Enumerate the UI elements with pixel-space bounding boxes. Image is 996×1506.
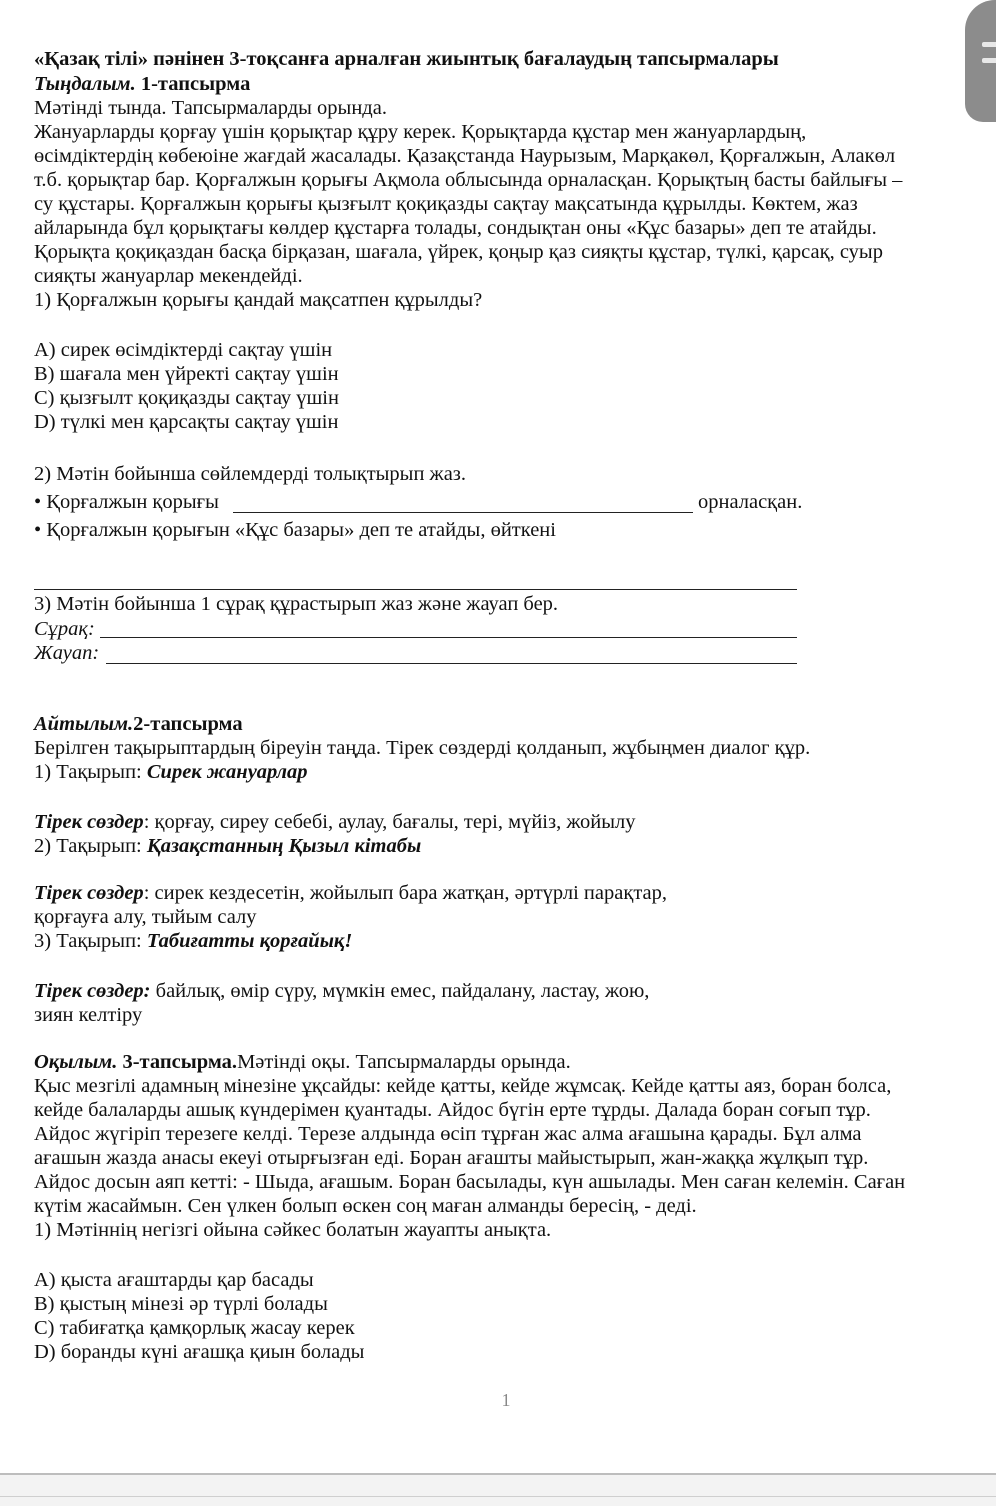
topic-prefix: Тақырып: <box>56 835 147 857</box>
topic-number: 1) <box>34 761 57 783</box>
answer-blank-line <box>100 637 797 638</box>
task2-topic-1 <box>34 760 308 784</box>
task2-topic-2 <box>34 834 421 858</box>
task1-q2-item1-end: орналасқан. <box>698 491 803 513</box>
task1-text-line: т.б. қорықтар бар. Қорғалжын қорығы Ақмола облысында орналасқан. Қорықтың басты байлығы – <box>34 169 903 191</box>
task1-q1-option: C) қызғылт қоқиқазды сақтау үшін <box>34 387 339 409</box>
task3-q1-option: C) табиғатқа қамқорлық жасау керек <box>34 1317 355 1339</box>
answer-blank-line <box>233 512 693 513</box>
task1-label-rest: 1-тапсырма <box>135 73 251 95</box>
topic-name: Қазақстанның Қызыл кітабы <box>146 835 422 857</box>
task2-instruction: Берілген тақырыптардың біреуін таңда. Тірек сөздерді қолданып, жұбыңмен диалог құр. <box>34 737 811 759</box>
keywords-text: байлық, өмір сүру, мүмкін емес, пайдалану, ластау, жою, <box>150 980 650 1002</box>
document-title: «Қазақ тілі» пәнінен 3-тоқсанға арналған жиынтық бағалаудың тапсырмалары <box>34 48 779 70</box>
task2-label-rest: 2-тапсырма <box>133 713 243 735</box>
task1-question1: 1) Қорғалжын қорығы қандай мақсатпен құрылды? <box>34 289 483 311</box>
task3-q1-option: B) қыстың мінезі әр түрлі болады <box>34 1293 328 1315</box>
keywords-label: Тірек сөздер: <box>34 980 151 1002</box>
task2-label-italic: Айтылым. <box>34 713 134 735</box>
keywords-text: : сирек кездесетін, жойылып бара жатқан, әртүрлі парақтар, <box>143 882 667 904</box>
task3-q1-option: D) боранды күні ағашқа қиын болады <box>34 1341 365 1363</box>
task2-topic-3 <box>34 929 352 953</box>
task1-text-line: су құстары. Қорғалжын қорығы қызғылт қоқиқазды сақтау мақсатында құрылды. Көктем, жаз <box>34 193 858 215</box>
task1-text-line: айларында бұл қорықтағы көлдер құстарға толады, сондықтан оны «Құс базары» деп те атайды. <box>34 217 877 239</box>
topic-name: Сирек жануарлар <box>146 761 308 783</box>
task1-text-line: сияқты жануарлар мекендейді. <box>34 265 303 287</box>
task1-text-line: Жануарларды қорғау үшін қорықтар құру керек. Қорықтарда құстар мен жануарлардың, <box>34 121 807 143</box>
keywords-text: : қорғау, сиреу себебі, аулау, бағалы, тері, мүйіз, жойылу <box>143 811 636 833</box>
topic-number: 2) <box>34 835 57 857</box>
task3-label-italic: Оқылым. <box>34 1051 118 1073</box>
answer-label: Жауап: <box>34 642 100 664</box>
task3-label-rest: Мәтінді оқы. Тапсырмаларды орында. <box>237 1051 571 1073</box>
task1-q1-option: D) түлкі мен қарсақты сақтау үшін <box>34 411 339 433</box>
task1-text-line: өсімдіктердің көбеюіне жағдай жасалады. Қазақстанда Наурызым, Марқакөл, Қорғалжын, Алакөл <box>34 145 896 167</box>
keywords-label: Тірек сөздер <box>34 811 144 833</box>
question-label: Сұрақ: <box>34 618 95 640</box>
task3-text-line: күтім жасаймын. Сен үлкен болып өскен соң маған алманды бересің, - деді. <box>34 1195 697 1217</box>
topic-prefix: Тақырып: <box>56 761 147 783</box>
task2-heading <box>34 712 243 736</box>
topic-name: Табиғатты қорғайық! <box>146 930 353 952</box>
task2-keywords-2 <box>34 881 667 905</box>
answer-blank-line <box>34 589 797 590</box>
task1-q1-option: A) сирек өсімдіктерді сақтау үшін <box>34 339 333 361</box>
task1-q2-item2: • Қорғалжын қорығын «Құс базары» деп те атайды, өйткені <box>34 519 556 541</box>
topic-prefix: Тақырып: <box>56 930 147 952</box>
task2-keywords-2-cont: қорғауға алу, тыйым салу <box>34 906 257 928</box>
answer-blank-line <box>106 663 797 664</box>
task1-heading <box>34 72 250 96</box>
task3-text-line: Айдос жүгіріп терезеге келді. Терезе алдында өсіп тұрған жас алма ағашына қарады. Бұл алма <box>34 1123 862 1145</box>
viewer-footer-divider <box>0 1496 996 1497</box>
task1-instruction: Мәтінді тында. Тапсырмаларды орында. <box>34 97 387 119</box>
task3-q1-option: A) қыста ағаштарды қар басады <box>34 1269 314 1291</box>
task1-q2-item1-start: • Қорғалжын қорығы <box>34 491 219 513</box>
menu-button[interactable] <box>965 0 996 122</box>
task3-text-line: ағашын жазда анасы екеуі отырғызған еді. Боран ағашты майыстырып, жан-жаққа жұлқып тұр. <box>34 1147 869 1169</box>
page-number: 1 <box>501 1390 511 1410</box>
task2-keywords-3-cont: зиян келтіру <box>34 1004 143 1026</box>
keywords-label: Тірек сөздер <box>34 882 144 904</box>
task3-heading <box>34 1050 571 1074</box>
task3-text-line: кейде балаларды ашық күндерімен қуантады. Айдос бүгін ерте тұрды. Далада боран соғып тұр. <box>34 1099 871 1121</box>
task3-text-line: Қыс мезгілі адамның мінезіне ұқсайды: кейде қатты, кейде жұмсақ. Кейде қатты аяз, боран болса, <box>34 1075 892 1097</box>
task1-label-italic: Тыңдалым. <box>34 73 136 95</box>
task2-keywords-1 <box>34 810 635 834</box>
task1-question2: 2) Мәтін бойынша сөйлемдерді толықтырып жаз. <box>34 463 467 485</box>
task3-question1: 1) Мәтіннің негізгі ойына сәйкес болатын жауапты анықта. <box>34 1219 552 1241</box>
task1-question3: 3) Мәтін бойынша 1 сұрақ құрастырып жаз және жауап бер. <box>34 593 559 615</box>
task1-q1-option: B) шағала мен үйректі сақтау үшін <box>34 363 339 385</box>
task3-text-line: Айдос досын аяп кетті: - Шыда, ағашым. Боран басылады, күн ашылады. Мен саған келемін. Саған <box>34 1171 906 1193</box>
viewer-footer <box>0 1475 996 1506</box>
task3-label-bold: 3-тапсырма. <box>117 1051 238 1073</box>
topic-number: 3) <box>34 930 57 952</box>
task1-text-line: Қорықта қоқиқаздан басқа бірқазан, шағала, үйрек, қоңыр қаз сияқты құстар, түлкі, қарсақ, суыр <box>34 241 883 263</box>
task2-keywords-3 <box>34 979 649 1003</box>
